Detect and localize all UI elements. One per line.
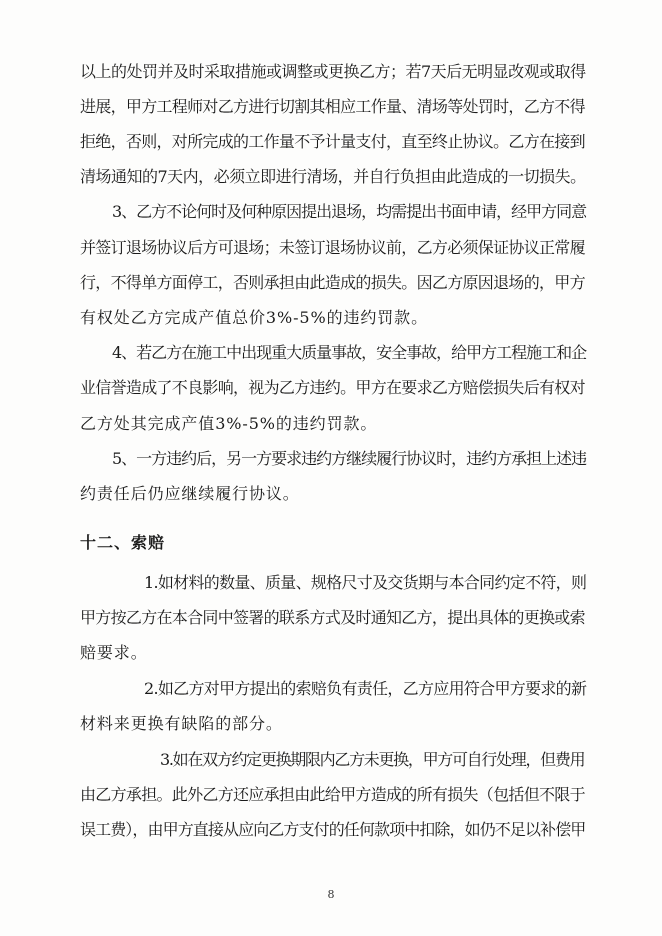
text-line: 约责任后仍应继续履行协议。 <box>80 484 300 503</box>
text-line: 清场通知的7天内，必须立即进行清场，并自行负担由此造成的一切损失。 <box>80 167 586 186</box>
text-line: 3.如在双方约定更换期限内乙方未更换，甲方可自行处理，但费用 <box>160 750 585 769</box>
text-line: 有权处乙方完成产值总价3%-5%的违约罚款。 <box>80 308 428 327</box>
text-line: 行，不得单方面停工，否则承担由此造成的损失。因乙方原因退场的，甲方 <box>80 273 585 292</box>
text-line: 业信誉造成了不良影响，视为乙方违约。甲方在要求乙方赔偿损失后有权对 <box>80 378 585 397</box>
text-line: 乙方处其完成产值3%-5%的违约罚款。 <box>80 414 378 433</box>
text-line: 进展，甲方工程师对乙方进行切割其相应工作量、清场等处罚时，乙方不得 <box>80 97 585 116</box>
text-line: 以上的处罚并及时采取措施或调整或更换乙方；若7天后无明显改观或取得 <box>80 62 586 81</box>
text-line: 4、若乙方在施工中出现重大质量事故，安全事故，给甲方工程施工和企 <box>112 343 587 362</box>
text-line: 甲方按乙方在本合同中签署的联系方式及时通知乙方，提出具体的更换或索 <box>80 608 585 627</box>
text-line: 3、乙方不论何时及何种原因提出退场，均需提出书面申请，经甲方同意 <box>112 202 587 221</box>
text-line: 1.如材料的数量、质量、规格尺寸及交货期与本合同约定不符，则 <box>144 573 587 592</box>
text-line: 拒绝，否则，对所完成的工作量不予计量支付，直至终止协议。乙方在接到 <box>80 132 585 151</box>
text-line: 由乙方承担。此外乙方还应承担由此给甲方造成的所有损失（包括但不限于 <box>80 785 585 804</box>
section-heading: 十二、索赔 <box>80 533 166 552</box>
text-line: 误工费），由甲方直接从应向乙方支付的任何款项中扣除，如仍不足以补偿甲 <box>80 820 586 839</box>
text-line: 材料来更换有缺陷的部分。 <box>80 714 283 733</box>
text-line: 2.如乙方对甲方提出的索赔负有责任，乙方应用符合甲方要求的新 <box>144 679 587 698</box>
text-line: 赔要求。 <box>80 643 148 662</box>
page-number: 8 <box>327 888 335 901</box>
text-line: 5、一方违约后，另一方要求违约方继续履行协议时，违约方承担上述违 <box>112 449 587 468</box>
text-line: 并签订退场协议后方可退场；未签订退场协议前，乙方必须保证协议正常履 <box>80 238 585 257</box>
